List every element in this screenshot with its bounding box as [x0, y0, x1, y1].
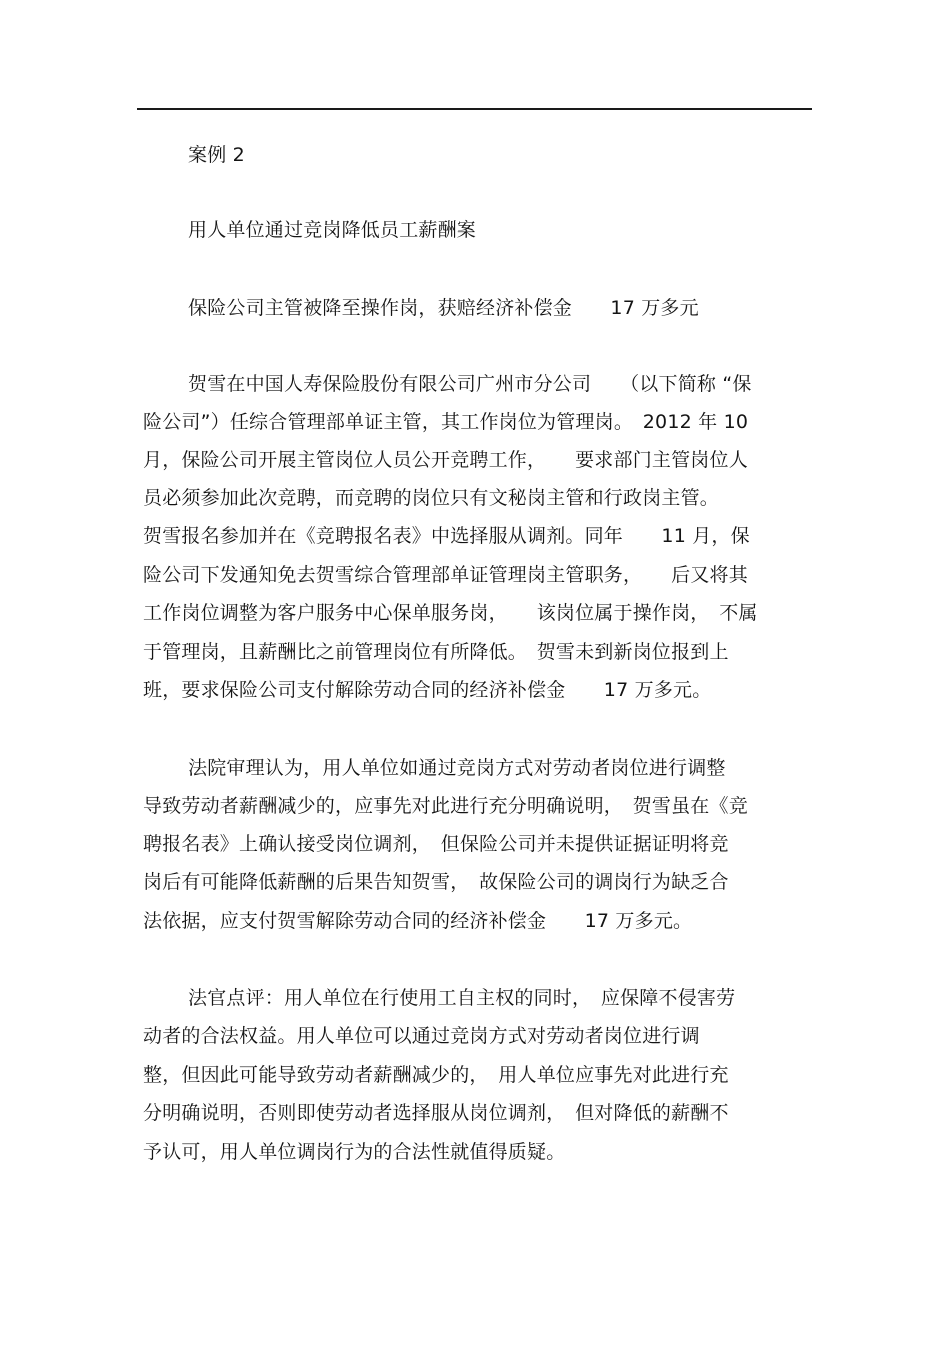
paragraph-line: 险公司下发通知免去贺雪综合管理部单证管理岗主管职务， 后又将其 [143, 564, 748, 586]
paragraph-line: 于管理岗，且薪酬比之前管理岗位有所降低。 贺雪未到新岗位报到上 [143, 641, 729, 663]
paragraph-line: 动者的合法权益。用人单位可以通过竞岗方式对劳动者岗位进行调 [143, 1025, 700, 1047]
case-subtitle: 保险公司主管被降至操作岗，获赔经济补偿金 17 万多元 [188, 297, 699, 319]
paragraph-line: 聘报名表》上确认接受岗位调剂， 但保险公司并未提供证据证明将竞 [143, 833, 729, 855]
paragraph-line: 险公司”）任综合管理部单证主管，其工作岗位为管理岗。 2012 年 10 [143, 411, 749, 433]
paragraph-line: 予认可，用人单位调岗行为的合法性就值得质疑。 [143, 1141, 566, 1163]
paragraph-line: 法院审理认为，用人单位如通过竞岗方式对劳动者岗位进行调整 [188, 757, 726, 779]
top-rule-divider [137, 108, 812, 110]
case-number: 案例 2 [188, 144, 245, 166]
paragraph-line: 法官点评：用人单位在行使用工自主权的同时， 应保障不侵害劳 [188, 987, 736, 1009]
paragraph-line: 工作岗位调整为客户服务中心保单服务岗， 该岗位属于操作岗， 不属 [143, 602, 758, 624]
paragraph-line: 导致劳动者薪酬减少的，应事先对此进行充分明确说明， 贺雪虽在《竞 [143, 795, 748, 817]
case-title: 用人单位通过竞岗降低员工薪酬案 [188, 219, 477, 241]
paragraph-line: 员必须参加此次竞聘，而竞聘的岗位只有文秘岗主管和行政岗主管。 [143, 487, 720, 509]
paragraph-line: 月，保险公司开展主管岗位人员公开竞聘工作， 要求部门主管岗位人 [143, 449, 748, 471]
paragraph-line: 班，要求保险公司支付解除劳动合同的经济补偿金 17 万多元。 [143, 679, 712, 701]
paragraph-line: 贺雪在中国人寿保险股份有限公司广州市分公司 （以下简称 “保 [188, 373, 752, 395]
paragraph-line: 整，但因此可能导致劳动者薪酬减少的， 用人单位应事先对此进行充 [143, 1064, 729, 1086]
paragraph-line: 分明确说明，否则即使劳动者选择服从岗位调剂， 但对降低的薪酬不 [143, 1102, 729, 1124]
paragraph-line: 岗后有可能降低薪酬的后果告知贺雪， 故保险公司的调岗行为缺乏合 [143, 871, 729, 893]
paragraph-line: 法依据，应支付贺雪解除劳动合同的经济补偿金 17 万多元。 [143, 910, 693, 932]
paragraph-line: 贺雪报名参加并在《竞聘报名表》中选择服从调剂。同年 11 月，保 [143, 525, 750, 547]
